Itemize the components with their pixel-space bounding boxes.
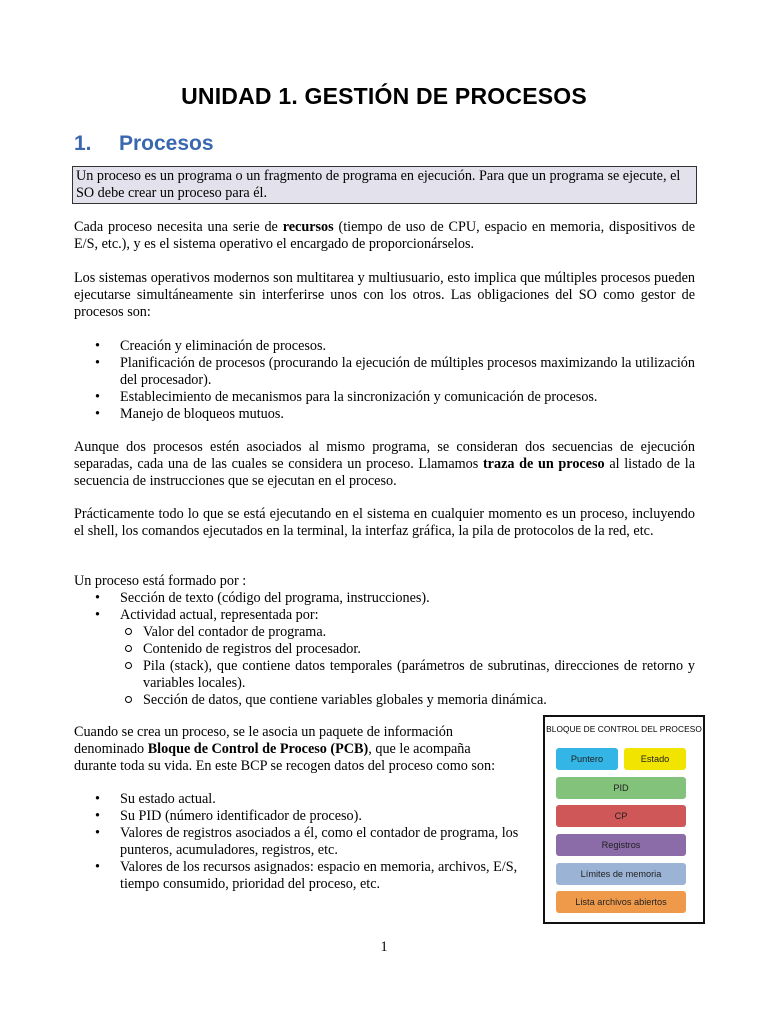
sublist-item: Sección de datos, que contiene variables globales y memoria dinámica. [120, 692, 695, 709]
list-item: • Planificación de procesos (procurando la ejecución de múltiples procesos maximizando la utilización del procesador). [95, 355, 695, 388]
term-pcb: Bloque de Control de Proceso (PCB) [147, 741, 369, 757]
pcb-field-cp: CP [556, 805, 686, 827]
sublist-item: Pila (stack), que contiene datos temporales (parámetros de subrutinas, direcciones de retorno y variables locales). [120, 658, 695, 692]
term-traza: traza de un proceso [482, 456, 605, 472]
section-number: 1. [74, 132, 92, 155]
sublist-item: Contenido de registros del procesador. [120, 641, 695, 658]
paragraph-trace: Aunque dos procesos estén asociados al mismo programa, se consideran dos secuencias de ejecución separadas, cada una de las cuales se considera un proceso. Llamamos traza de un proceso al listado de la secuencia de instrucciones que se ejecutan en el proceso. [74, 439, 695, 489]
list-item: • Su estado actual. [95, 791, 216, 807]
activity-sublist [120, 624, 695, 709]
list-item: • Actividad actual, representada por: Valor del contador de programa. Contenido de registros del procesador. Pila (stack), que contiene datos temporales (parámetros de subrutinas, direcciones de retorno y variables locales). Sección de datos, que contiene variables globales y memoria dinámica. [95, 607, 695, 708]
list-item: • Establecimiento de mecanismos para la sincronización y comunicación de procesos. [95, 389, 598, 405]
paragraph-resources: Cada proceso necesita una serie de recursos (tiempo de uso de CPU, espacio en memoria, dispositivos de E/S, etc.), y es el sistema operativo el encargado de proporcionárselos. [74, 219, 695, 252]
section-heading [74, 131, 214, 157]
list-item: • Su PID (número identificador de proceso). [95, 808, 362, 824]
paragraph-multitask: Los sistemas operativos modernos son multitarea y multiusuario, esto implica que múltiples procesos pueden ejecutarse simultáneamente sin interferirse unos con los otros. Las obligaciones del SO como gestor de procesos son: [74, 270, 695, 320]
paragraph-composition: Un proceso está formado por : [74, 573, 247, 589]
pcb-diagram-title: BLOQUE DE CONTROL DEL PROCESO [546, 724, 702, 734]
obligations-list [74, 338, 695, 423]
composition-list [74, 590, 695, 709]
definition-box: Un proceso es un programa o un fragmento de programa en ejecución. Para que un programa se ejecute, el SO debe crear un proceso para él. [72, 166, 697, 204]
pcb-data-list [74, 791, 534, 893]
paragraph-pcb: Cuando se crea un proceso, se le asocia un paquete de información denominado Bloque de Control de Proceso (PCB), que le acompaña durante toda su vida. En este BCP se recogen datos del proceso como son: [74, 724, 496, 774]
section-title: Procesos [119, 132, 214, 155]
list-item: • Manejo de bloqueos mutuos. [95, 406, 284, 422]
term-recursos: recursos [282, 219, 334, 235]
document-title: UNIDAD 1. GESTIÓN DE PROCESOS [181, 83, 587, 109]
sublist-item: Valor del contador de programa. [120, 624, 695, 641]
list-item: • Creación y eliminación de procesos. [95, 338, 327, 354]
pcb-field-estado: Estado [624, 748, 686, 770]
pcb-field-puntero: Puntero [556, 748, 618, 770]
paragraph-everything-process: Prácticamente todo lo que se está ejecutando en el sistema en cualquier momento es un proceso, incluyendo el shell, los comandos ejecutados en la terminal, la interfaz gráfica, la pila de protocolos de la red, etc. [74, 506, 695, 539]
list-item: • Valores de los recursos asignados: espacio en memoria, archivos, E/S, tiempo consumido, prioridad del proceso, etc. [95, 859, 518, 892]
list-item: • Sección de texto (código del programa, instrucciones). [95, 590, 430, 606]
pcb-field-archivos-abiertos: Lista archivos abiertos [556, 891, 686, 913]
pcb-diagram [543, 715, 705, 924]
pcb-field-pid: PID [556, 777, 686, 799]
pcb-field-limites-memoria: Límites de memoria [556, 863, 686, 885]
page-number: 1 [380, 939, 388, 955]
list-item: • Valores de registros asociados a él, como el contador de programa, los punteros, acumuladores, registros, etc. [95, 825, 519, 858]
pcb-field-registros: Registros [556, 834, 686, 856]
